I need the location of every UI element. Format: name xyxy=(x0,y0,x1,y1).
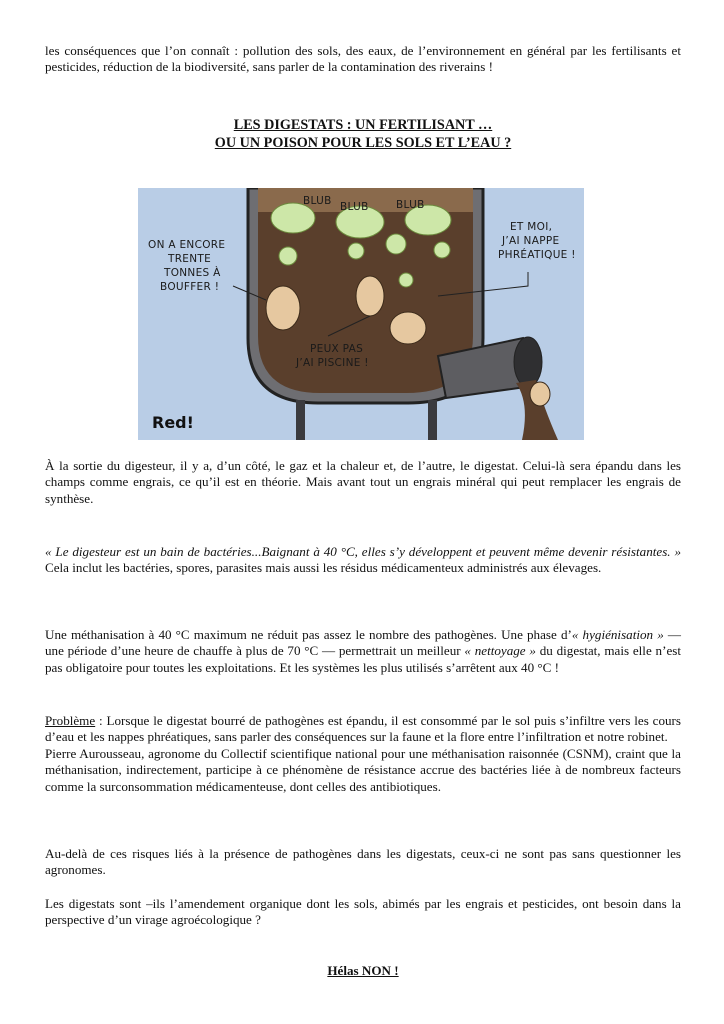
paragraph-rest: Cela inclut les bactéries, spores, parasites mais aussi les résidus médicamenteux administrés aux élevages. xyxy=(45,560,602,576)
paragraph-bacteria-bath xyxy=(45,544,681,577)
blub-text: BLUB xyxy=(396,199,425,211)
emphasis-nettoyage: « nettoyage » xyxy=(464,643,536,659)
speech-middle-line: PEUX PAS xyxy=(310,343,364,355)
gas-bubble-small xyxy=(434,242,450,258)
gas-bubble-small xyxy=(279,247,297,265)
section-heading xyxy=(45,116,681,152)
paragraph-text xyxy=(45,713,681,746)
blub-text: BLUB xyxy=(303,195,332,207)
gas-bubble xyxy=(271,203,315,233)
text-run: du digestat, mais elle n’est pas obligatoire pour toutes les exploitations. Et les systèmes les plus utilisés s’arrêtent aux 40 °C ! xyxy=(45,643,681,675)
paragraph-hygienisation xyxy=(45,627,681,676)
paragraph-text: Au-delà de ces risques liés à la présence de pathogènes dans les digestats, ceux-ci ne sont pas sans questionner les agronomes. xyxy=(45,846,681,878)
gas-bubble-small xyxy=(386,234,406,254)
paragraph-text: À la sortie du digesteur, il y a, d’un côté, le gaz et la chaleur et, de l’autre, le digestat. Celui-là sera épandu dans les champs comme engrais, ce qu’il est en théorie. Mais avant tout un engrais minéral qui peut remplacer les engrais de synthèse. xyxy=(45,458,681,506)
speech-left-line: BOUFFER ! xyxy=(160,281,220,293)
probleme-label: Problème xyxy=(45,713,96,728)
bacterium-character xyxy=(530,382,550,406)
speech-middle-line: J’AI PISCINE ! xyxy=(296,357,369,369)
digester-cartoon xyxy=(138,188,584,440)
speech-left-line: ON A ENCORE xyxy=(148,239,226,251)
gas-bubble-small xyxy=(348,243,364,259)
paragraph-rest: : Lorsque le digestat bourré de pathogènes est épandu, il est consommé par le sol puis s’infiltre vers les cours d’eau et les nappes phréatiques, sans parler des conséquences sur la faune et la flore entre l’infiltration et notre robinet. xyxy=(45,713,681,745)
speech-left-line: TRENTE xyxy=(168,253,212,265)
tank-leg-left xyxy=(296,400,305,440)
pipe-opening xyxy=(514,337,542,387)
conclusion-heading: Hélas NON ! xyxy=(327,963,399,978)
paragraph-text xyxy=(45,627,681,676)
paragraph-text xyxy=(45,544,681,577)
text-run: Une méthanisation à 40 °C maximum ne réduit pas assez le nombre des pathogènes. Une phase d’ xyxy=(45,627,572,642)
bacterium-character xyxy=(266,286,300,330)
gas-bubble-small xyxy=(399,273,413,287)
speech-left-line: TONNES À xyxy=(164,267,221,279)
emphasis-hygienisation: « hygiénisation » xyxy=(571,627,664,642)
text-run: — une période d’une heure de chauffe à plus de 70 °C — permettrait un meilleur xyxy=(45,627,681,659)
cartoon-illustration xyxy=(138,188,584,440)
intro-paragraph xyxy=(45,43,681,76)
bacterium-character xyxy=(356,276,384,316)
tank-leg-right xyxy=(428,400,437,440)
paragraph-probleme xyxy=(45,713,681,795)
intro-text: les conséquences que l’on connaît : pollution des sols, des eaux, de l’environnement en général par les fertilisants et pesticides, réduction de la biodiversité, sans parler de la contamination des riverains ! xyxy=(45,43,681,75)
speech-right-line: J’AI NAPPE xyxy=(502,235,560,247)
paragraph-agronomes xyxy=(45,846,681,879)
heading-line-2: OU UN POISON POUR LES SOLS ET L’EAU ? xyxy=(214,135,512,151)
paragraph-text: Les digestats sont –ils l’amendement organique dont les sols, abimés par les engrais et pesticides, ont besoin dans la perspective d’un virage agroécologique ? xyxy=(45,896,681,928)
speech-right-line: ET MOI, xyxy=(510,221,553,233)
quote-text: « Le digesteur est un bain de bactéries...Baignant à 40 °C, elles s’y développent et peuvent même devenir résistantes. » xyxy=(45,544,681,559)
paragraph-question xyxy=(45,896,681,929)
paragraph-digester-output xyxy=(45,458,681,507)
heading-line-1: LES DIGESTATS : UN FERTILISANT … xyxy=(233,117,493,133)
paragraph-aurousseau: Pierre Aurousseau, agronome du Collectif scientifique national pour une méthanisation raisonnée (CSNM), craint que la méthanisation, indirectement, participe à ce phénomène de résistance accrue des bactéries liée à de nombreux facteurs comme la surconsommation médicamenteuse, dont celles des antibiotiques. xyxy=(45,745,681,794)
blub-text: BLUB xyxy=(340,201,369,213)
artist-signature: Red! xyxy=(152,413,194,432)
bacterium-character xyxy=(390,312,426,344)
speech-right-line: PHRÉATIQUE ! xyxy=(498,249,576,261)
